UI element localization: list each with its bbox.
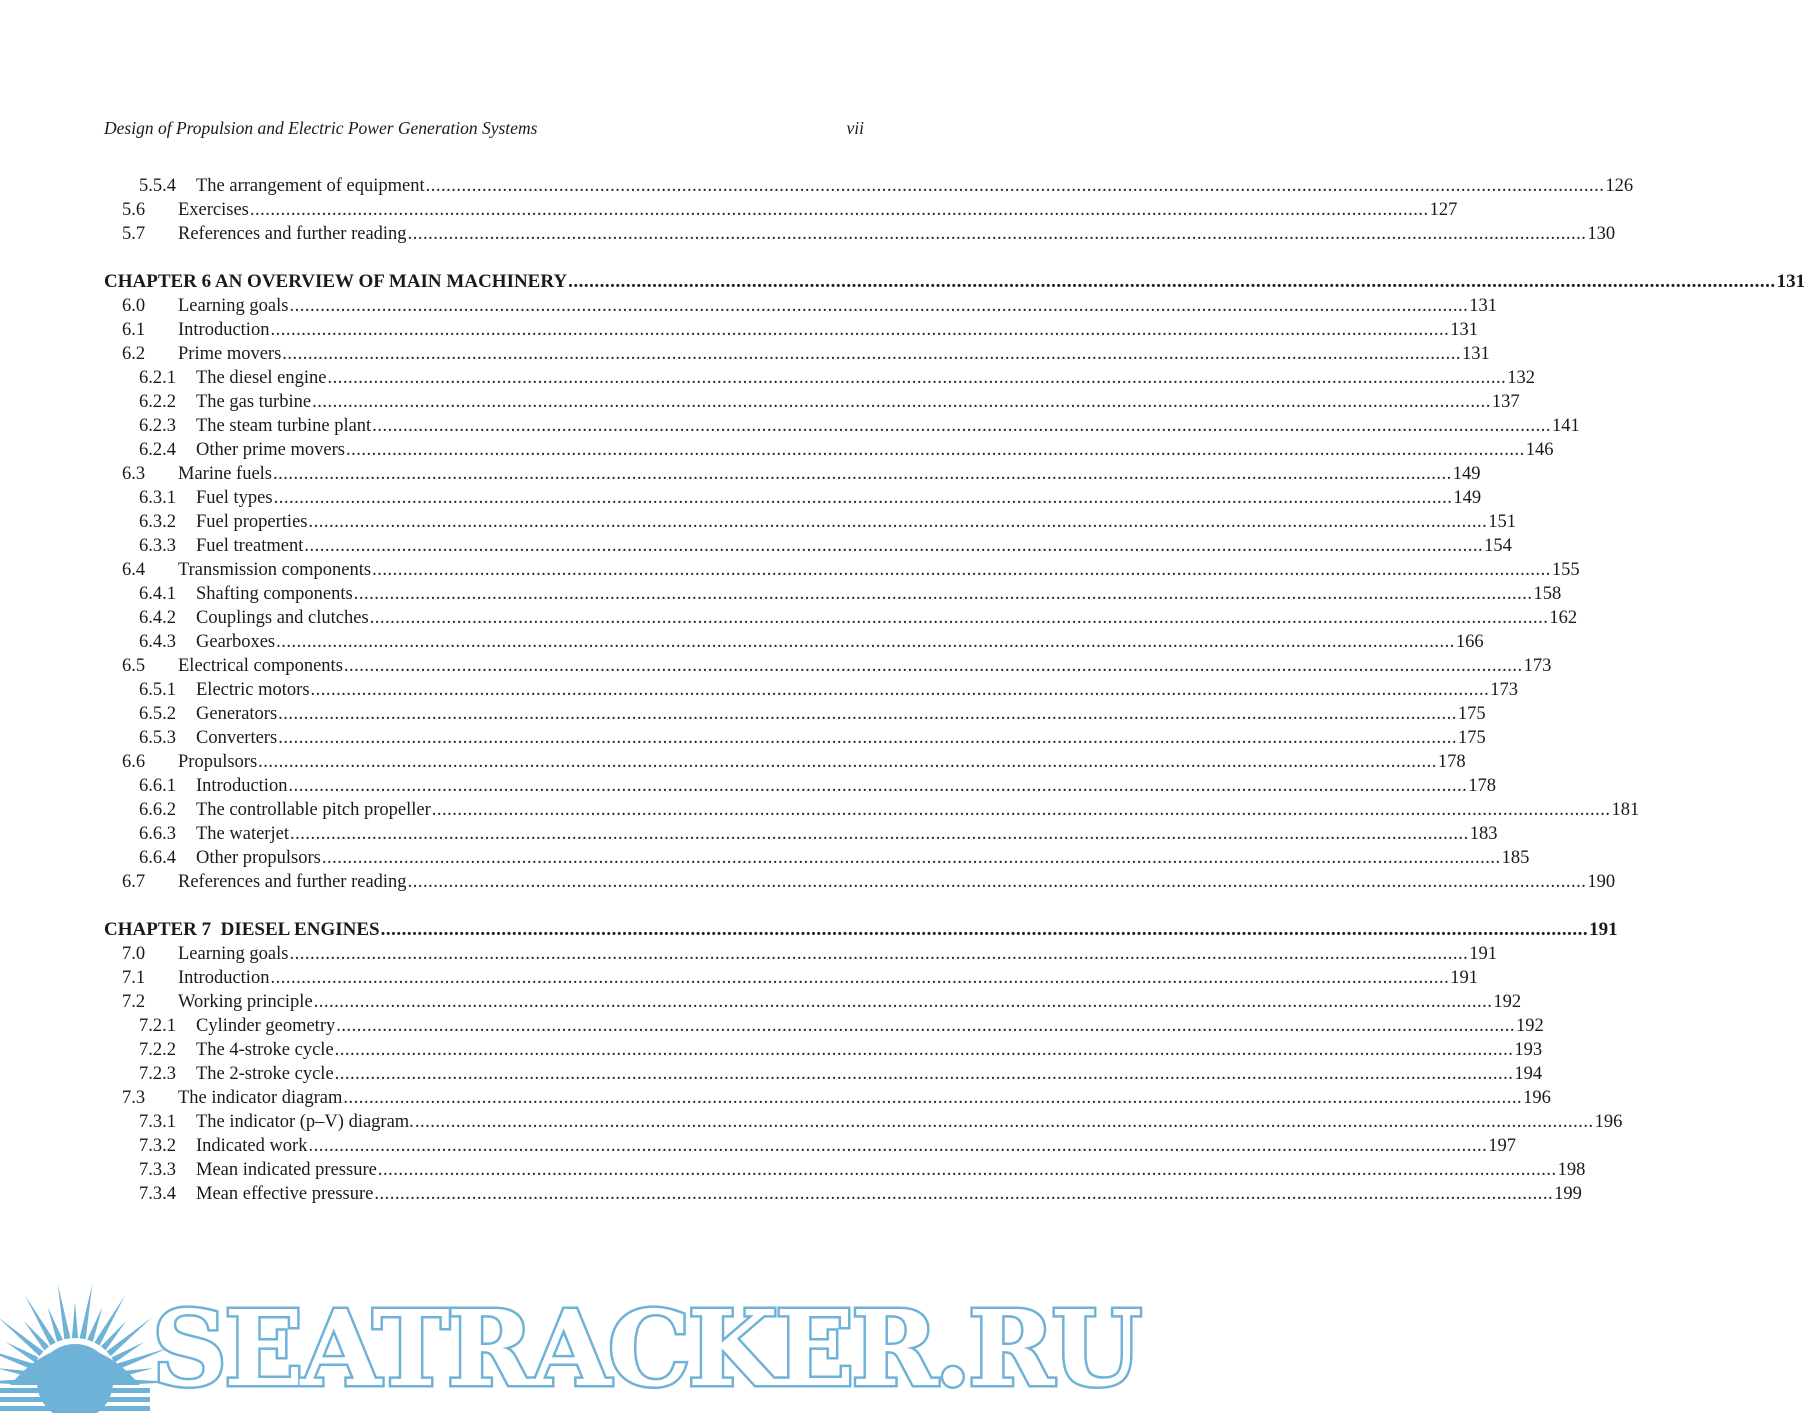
section-title: Shafting components [196, 584, 353, 604]
section-title: Generators [196, 704, 278, 724]
section-page: 131 [1469, 296, 1497, 316]
toc-entry[interactable] [139, 822, 1498, 846]
section-page: 155 [1551, 560, 1580, 580]
section-page: 196 [1523, 1088, 1551, 1108]
section-page: 173 [1490, 680, 1519, 700]
toc-entry[interactable] [122, 462, 1481, 486]
sun-ray [24, 1321, 50, 1351]
toc-entry[interactable] [139, 366, 1535, 390]
section-page: 175 [1457, 728, 1486, 748]
section-page: 158 [1533, 584, 1562, 604]
section-title: Cylinder geometry [196, 1016, 336, 1036]
section-page: 194 [1514, 1064, 1543, 1084]
section-number: 7.3.2 [139, 1136, 176, 1156]
leader-dots [372, 414, 1551, 438]
toc-entry[interactable] [122, 198, 1458, 222]
leader-dots [276, 630, 1455, 654]
section-number: 7.2 [122, 992, 146, 1012]
leader-dots [415, 1110, 1594, 1134]
section-title: Electrical components [178, 656, 343, 676]
section-page: 149 [1452, 464, 1481, 484]
toc-entry[interactable] [139, 1110, 1623, 1134]
section-title: Mean indicated pressure [196, 1160, 377, 1180]
section-number: 6.2 [122, 344, 146, 364]
section-page: 191 [1450, 968, 1478, 988]
section-number: 6.2.3 [139, 416, 176, 436]
section-title: Other propulsors [196, 848, 321, 868]
section-title: Converters [196, 728, 278, 748]
section-number: 6.3 [122, 464, 146, 484]
sun-ray [72, 1302, 78, 1338]
section-title: Couplings and clutches [196, 608, 369, 628]
section-number: 7.3.1 [139, 1112, 176, 1132]
section-number: 6.6 [122, 752, 146, 772]
horizon-line [0, 1388, 150, 1393]
section-title: Fuel properties [196, 512, 308, 532]
horizon-line [0, 1406, 150, 1411]
section-page: 196 [1594, 1112, 1623, 1132]
leader-dots [408, 870, 1587, 894]
leader-dots [288, 774, 1467, 798]
leader-dots [289, 942, 1468, 966]
spacer [0, 894, 976, 918]
section-title: Fuel types [196, 488, 273, 508]
section-page: 154 [1484, 536, 1512, 556]
section-page: 192 [1515, 1016, 1544, 1036]
section-number: 6.5 [122, 656, 146, 676]
toc-entry[interactable] [139, 1014, 1544, 1038]
leader-dots [432, 798, 1611, 822]
section-title: The arrangement of equipment [196, 176, 425, 196]
leader-dots [336, 1014, 1515, 1038]
running-head [104, 116, 864, 140]
section-page: 146 [1525, 440, 1554, 460]
section-number: 6.3.3 [139, 536, 176, 556]
toc-entry[interactable] [139, 174, 1634, 198]
section-number: 7.3 [122, 1088, 146, 1108]
section-page: 141 [1551, 416, 1580, 436]
page-number: vii [846, 118, 864, 138]
toc-entry[interactable] [139, 582, 1562, 606]
section-title: The gas turbine [196, 392, 312, 412]
leader-dots [250, 198, 1429, 222]
section-number: 7.0 [122, 944, 146, 964]
toc-entry[interactable] [122, 1086, 1551, 1110]
leader-dots [346, 438, 1525, 462]
toc-entry[interactable] [122, 942, 1497, 966]
table-of-contents [0, 174, 1805, 1206]
section-number: 7.1 [122, 968, 146, 988]
section-number: 7.2.3 [139, 1064, 176, 1084]
sun-ray [101, 1321, 127, 1351]
section-number: 6.2.1 [139, 368, 176, 388]
section-number: 6.3.1 [139, 488, 176, 508]
chapter-page: 191 [1589, 919, 1618, 940]
section-page: 137 [1491, 392, 1520, 412]
section-page: 126 [1605, 176, 1634, 196]
section-title: The waterjet [196, 824, 289, 844]
section-page: 166 [1455, 632, 1484, 652]
leader-dots [426, 174, 1605, 198]
toc-entry[interactable] [139, 1134, 1516, 1158]
leader-dots [374, 1182, 1553, 1206]
section-number: 6.6.2 [139, 800, 176, 820]
section-number: 7.3.3 [139, 1160, 176, 1180]
toc-entry[interactable] [139, 630, 1484, 654]
section-page: 198 [1557, 1160, 1586, 1180]
leader-dots [370, 606, 1549, 630]
toc-entry[interactable] [122, 966, 1478, 990]
toc-entry[interactable] [139, 606, 1578, 630]
section-page: 193 [1514, 1040, 1543, 1060]
section-title: Introduction [178, 320, 270, 340]
leader-dots [354, 582, 1533, 606]
section-number: 6.5.1 [139, 680, 176, 700]
leader-dots [378, 1158, 1557, 1182]
leader-dots [311, 678, 1490, 702]
section-title: Working principle [178, 992, 313, 1012]
section-number: 6.4 [122, 560, 146, 580]
section-number: 6.5.3 [139, 728, 176, 748]
section-title: Transmission components [178, 560, 372, 580]
toc-entry[interactable] [139, 390, 1520, 414]
section-number: 6.3.2 [139, 512, 176, 532]
section-page: 191 [1469, 944, 1497, 964]
section-page: 131 [1462, 344, 1490, 364]
toc-entry[interactable] [122, 558, 1580, 582]
toc-entry[interactable] [139, 702, 1486, 726]
leader-dots [335, 1038, 1514, 1062]
section-page: 190 [1587, 872, 1616, 892]
leader-dots [289, 294, 1468, 318]
section-number: 6.6.4 [139, 848, 176, 868]
section-title: Propulsors [178, 752, 258, 772]
section-number: 6.2.2 [139, 392, 176, 412]
toc-entry[interactable] [122, 990, 1522, 1014]
book-title: Design of Propulsion and Electric Power Generation Systems [104, 118, 538, 138]
leader-dots [258, 750, 1437, 774]
horizon-line [0, 1397, 150, 1402]
section-title: The controllable pitch propeller [196, 800, 431, 820]
section-title: Marine fuels [178, 464, 273, 484]
section-title: The 4-stroke cycle [196, 1040, 334, 1060]
leader-dots [290, 822, 1469, 846]
section-page: 178 [1437, 752, 1466, 772]
section-number: 6.7 [122, 872, 146, 892]
section-page: 197 [1488, 1136, 1516, 1156]
toc-entry[interactable] [122, 222, 1616, 246]
section-number: 6.2.4 [139, 440, 176, 460]
section-page: 181 [1611, 800, 1640, 820]
section-title: The 2-stroke cycle [196, 1064, 334, 1084]
sun-ray [80, 1284, 93, 1340]
section-number: 7.3.4 [139, 1184, 176, 1204]
section-title: Gearboxes [196, 632, 276, 652]
leader-dots [278, 702, 1457, 726]
toc-entry[interactable] [139, 726, 1486, 750]
leader-dots [568, 270, 1776, 294]
toc-entry[interactable] [139, 1062, 1543, 1086]
section-title: Fuel treatment [196, 536, 304, 556]
toc-entry[interactable] [139, 414, 1580, 438]
section-title: Exercises [178, 200, 249, 220]
section-number: 6.6.1 [139, 776, 176, 796]
sun-ray [0, 1348, 35, 1370]
section-number: 6.4.2 [139, 608, 176, 628]
section-title: Learning goals [178, 296, 289, 316]
toc-entry[interactable] [139, 798, 1640, 822]
leader-dots [381, 918, 1589, 942]
section-title: References and further reading [178, 872, 407, 892]
section-number: 5.5.4 [139, 176, 176, 196]
leader-dots [344, 654, 1523, 678]
section-title: Electric motors [196, 680, 310, 700]
section-title: References and further reading [178, 224, 407, 244]
section-title: The steam turbine plant [196, 416, 372, 436]
section-page: 183 [1469, 824, 1498, 844]
toc-entry[interactable] [139, 846, 1530, 870]
section-title: The diesel engine [196, 368, 327, 388]
section-page: 149 [1453, 488, 1482, 508]
section-page: 132 [1507, 368, 1535, 388]
section-number: 7.2.2 [139, 1040, 176, 1060]
section-page: 130 [1587, 224, 1616, 244]
section-title: Indicated work [196, 1136, 308, 1156]
section-page: 192 [1493, 992, 1522, 1012]
toc-entry[interactable] [139, 678, 1519, 702]
toc-entry[interactable] [122, 870, 1616, 894]
toc-entry[interactable] [122, 342, 1490, 366]
toc-entry[interactable] [139, 486, 1482, 510]
leader-dots [327, 366, 1506, 390]
section-title: Introduction [178, 968, 270, 988]
leader-dots [270, 966, 1449, 990]
leader-dots [273, 462, 1452, 486]
sun-ray [0, 1379, 31, 1385]
chapter-page: 131 [1776, 271, 1805, 292]
leader-dots [372, 558, 1551, 582]
section-page: 127 [1429, 200, 1458, 220]
section-number: 6.6.3 [139, 824, 176, 844]
section-page: 131 [1450, 320, 1478, 340]
leader-dots [304, 534, 1483, 558]
leader-dots [312, 390, 1491, 414]
leader-dots [322, 846, 1501, 870]
section-page: 175 [1457, 704, 1486, 724]
toc-entry[interactable] [139, 1182, 1582, 1206]
section-number: 7.2.1 [139, 1016, 176, 1036]
toc-entry[interactable] [139, 534, 1512, 558]
toc-entry[interactable] [122, 294, 1497, 318]
chapter-title: CHAPTER 6 AN OVERVIEW OF MAIN MACHINERY [104, 271, 568, 292]
section-page: 173 [1523, 656, 1552, 676]
section-page: 199 [1554, 1184, 1582, 1204]
section-title: Prime movers [178, 344, 282, 364]
sun-ray [58, 1284, 71, 1340]
toc-entry[interactable] [139, 510, 1516, 534]
section-number: 5.7 [122, 224, 146, 244]
leader-dots [309, 510, 1488, 534]
leader-dots [408, 222, 1587, 246]
leader-dots [343, 1086, 1522, 1110]
toc-entry[interactable] [122, 750, 1466, 774]
toc-entry[interactable] [139, 438, 1554, 462]
toc-chapter-7[interactable] [104, 918, 1618, 942]
chapter-title: CHAPTER 7 DIESEL ENGINES [104, 919, 380, 940]
leader-dots [274, 486, 1453, 510]
section-title: Other prime movers [196, 440, 345, 460]
section-title: The indicator diagram [178, 1088, 343, 1108]
section-title: Learning goals [178, 944, 289, 964]
section-number: 6.4.1 [139, 584, 176, 604]
leader-dots [314, 990, 1493, 1014]
leader-dots [270, 318, 1449, 342]
toc-entry[interactable] [139, 1038, 1543, 1062]
toc-entry[interactable] [122, 654, 1552, 678]
toc-chapter-6[interactable] [104, 270, 1805, 294]
section-number: 6.5.2 [139, 704, 176, 724]
leader-dots [278, 726, 1457, 750]
section-title: The indicator (p–V) diagram. [196, 1112, 414, 1132]
section-title: Introduction [196, 776, 288, 796]
toc-entry[interactable] [122, 318, 1478, 342]
section-number: 6.1 [122, 320, 146, 340]
section-page: 185 [1501, 848, 1530, 868]
section-page: 162 [1549, 608, 1578, 628]
section-page: 178 [1468, 776, 1496, 796]
section-number: 6.4.3 [139, 632, 176, 652]
toc-entry[interactable] [139, 774, 1496, 798]
spacer [0, 246, 976, 270]
watermark-text: SEATRACKER.RU [152, 1287, 1140, 1410]
toc-entry[interactable] [139, 1158, 1586, 1182]
leader-dots [308, 1134, 1487, 1158]
section-number: 5.6 [122, 200, 146, 220]
section-page: 151 [1488, 512, 1516, 532]
leader-dots [282, 342, 1461, 366]
leader-dots [335, 1062, 1514, 1086]
section-title: Mean effective pressure [196, 1184, 374, 1204]
section-number: 6.0 [122, 296, 146, 316]
